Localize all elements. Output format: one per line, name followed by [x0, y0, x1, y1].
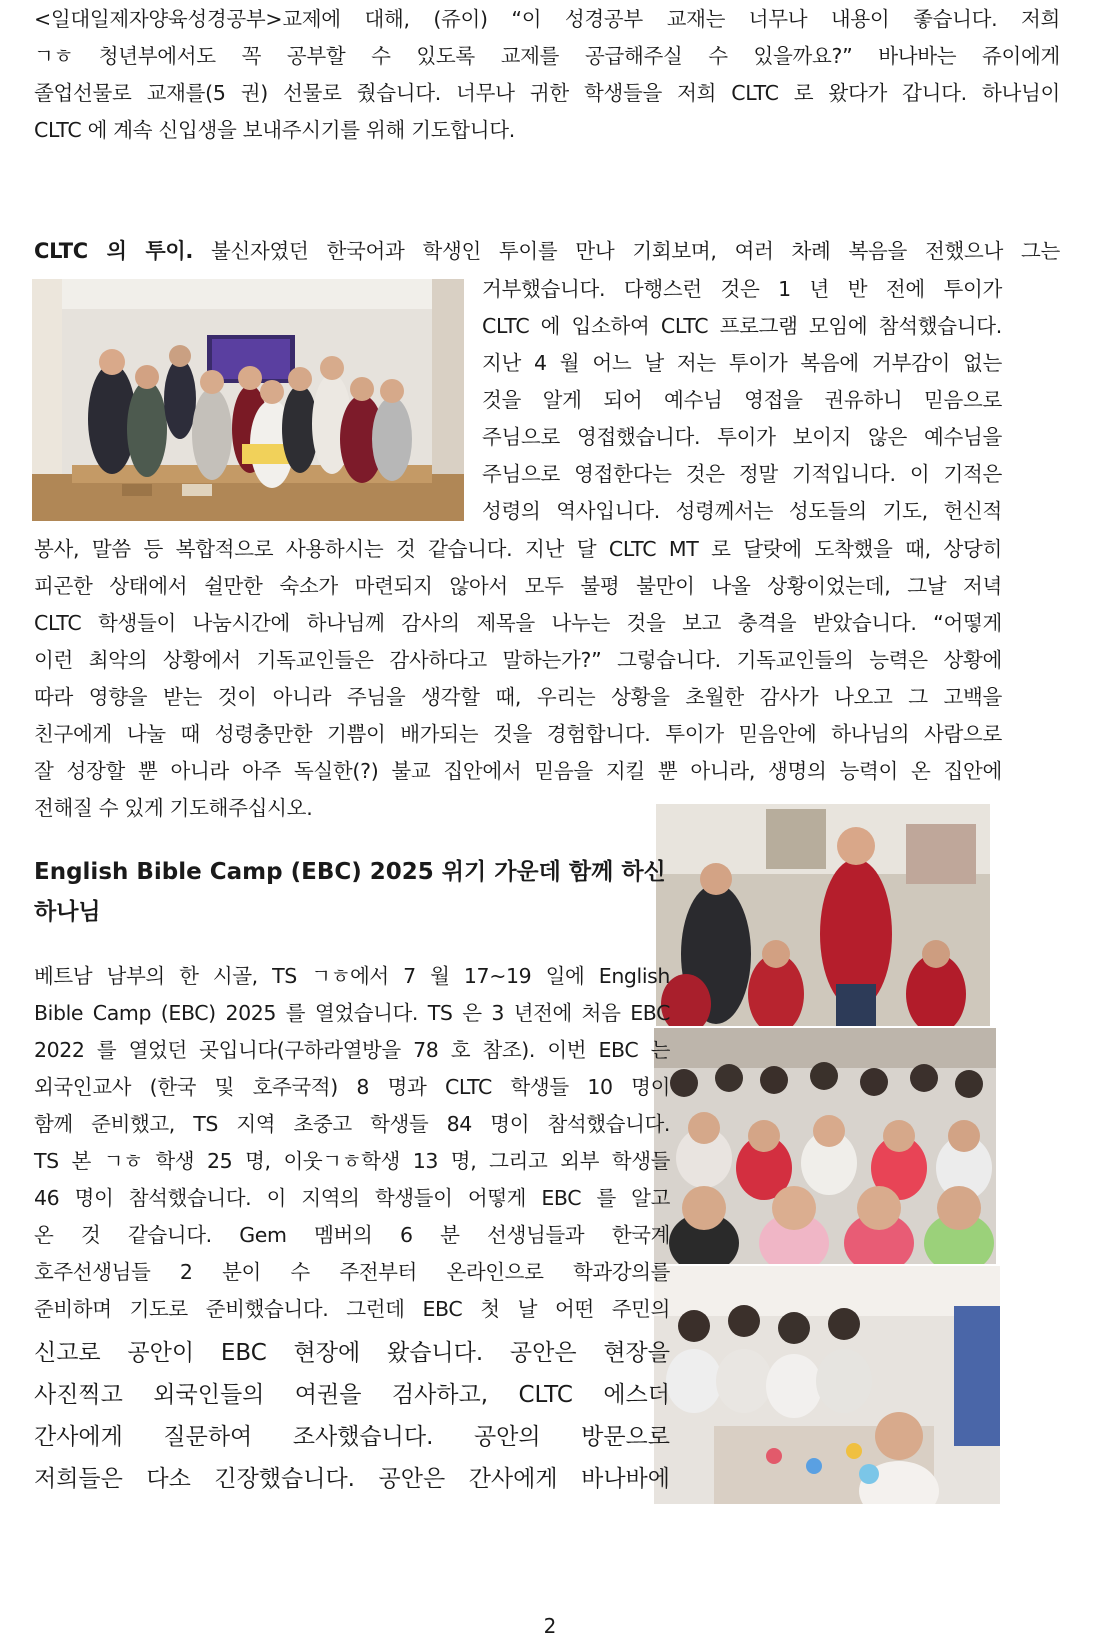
tui-line: CLTC 학생들이 나눔시간에 하나님께 감사의 제목을 나누는 것을 보고 충격을 받았습니다. “어떻게: [34, 611, 1002, 635]
tui-side-line: CLTC 에 입소하여 CLTC 프로그램 모임에 참석했습니다.: [482, 314, 1002, 338]
ebc-title-line: 하나님: [34, 899, 101, 925]
ebc-line: Bible Camp (EBC) 2025 를 열었습니다. TS 은 3 년전에 처음 EBC: [34, 1001, 670, 1025]
tui-side-line: 거부했습니다. 다행스런 것은 1 년 반 전에 투이가: [482, 277, 1002, 301]
ebc-photo-boy-microphone: [656, 804, 990, 1026]
ebc-line: 간사에게 질문하여 조사했습니다. 공안의 방문으로: [34, 1424, 670, 1450]
ebc-line: 저희들은 다소 긴장했습니다. 공안은 간사에게 바나바에: [34, 1466, 670, 1492]
cltc-group-photo: [32, 279, 464, 521]
tui-side-line: 주님으로 영접한다는 것은 정말 기적입니다. 이 기적은: [482, 462, 1002, 486]
intro-line: ㄱㅎ 청년부에서도 꼭 공부할 수 있도록 교제를 공급해주실 수 있을까요?” 바나바는 쥬이에게: [34, 44, 1060, 68]
tui-side-line: 주님으로 영접했습니다. 투이가 보이지 않은 예수님을: [482, 425, 1002, 449]
tui-line: 잘 성장할 뿐 아니라 아주 독실한(?) 불교 집안에서 믿음을 지킬 뿐 아니라, 생명의 능력이 온 집안에: [34, 759, 1002, 783]
tui-line: 피곤한 상태에서 쉴만한 숙소가 마련되지 않아서 모두 불평 불만이 나올 상황이었는데, 그날 저녁: [34, 574, 1002, 598]
tui-first-line: [34, 232, 1060, 271]
ebc-line: 신고로 공안이 EBC 현장에 왔습니다. 공안은 현장을: [34, 1340, 670, 1366]
tui-heading: CLTC 의 투이.: [34, 239, 194, 263]
ebc-line: 사진찍고 외국인들의 여권을 검사하고, CLTC 에스더: [34, 1382, 670, 1408]
ebc-line: 온 것 같습니다. Gem 멤버의 6 분 선생님들과 한국계: [34, 1223, 670, 1247]
ebc-line: TS 본 ㄱㅎ 학생 25 명, 이웃ㄱㅎ학생 13 명, 그리고 외부 학생들: [34, 1149, 670, 1173]
tui-line: 봉사, 말씀 등 복합적으로 사용하시는 것 같습니다. 지난 달 CLTC MT 로 달랏에 도착했을 때, 상당히: [34, 537, 1002, 561]
intro-line: <일대일제자양육성경공부>교제에 대해, (쥬이) “이 성경공부 교재는 너무나 내용이 좋습니다. 저희: [34, 7, 1060, 31]
tui-line: 친구에게 나눌 때 성령충만한 기쁨이 배가되는 것을 경험합니다. 투이가 믿음안에 하나님의 사람으로: [34, 722, 1002, 746]
ebc-line: 호주선생님들 2 분이 수 주전부터 온라인으로 학과강의를: [34, 1260, 670, 1284]
intro-line: 졸업선물로 교재를(5 권) 선물로 줬습니다. 너무나 귀한 학생들을 저희 CLTC 로 왔다가 갑니다. 하나님이: [34, 81, 1061, 105]
tui-first-line-text: 불신자였던 한국어과 학생인 투이를 만나 기회보며, 여러 차례 복음을 전했으나 그는: [193, 239, 1060, 263]
intro-line: CLTC 에 계속 신입생을 보내주시기를 위해 기도합니다.: [34, 118, 515, 142]
ebc-line: 베트남 남부의 한 시골, TS ㄱㅎ에서 7 월 17~19 일에 English: [34, 964, 670, 988]
ebc-line: 준비하며 기도로 준비했습니다. 그런데 EBC 첫 날 어떤 주민의: [34, 1297, 670, 1321]
ebc-photo-craft-activity: [654, 1266, 1000, 1504]
tui-line: 따라 영향을 받는 것이 아니라 주님을 생각할 때, 우리는 상황을 초월한 감사가 나오고 그 고백을: [34, 685, 1002, 709]
ebc-line: 46 명이 참석했습니다. 이 지역의 학생들이 어떻게 EBC 를 알고: [34, 1186, 670, 1210]
tui-side-line: 성령의 역사입니다. 성령께서는 성도들의 기도, 헌신적: [482, 499, 1002, 523]
ebc-line: 함께 준비했고, TS 지역 초중고 학생들 84 명이 참석했습니다.: [34, 1112, 670, 1136]
ebc-line: 외국인교사 (한국 및 호주국적) 8 명과 CLTC 학생들 10 명이: [34, 1075, 670, 1099]
tui-side-line: 것을 알게 되어 예수님 영접을 권유하니 믿음으로: [482, 388, 1002, 412]
ebc-photo-students-seated: [654, 1028, 996, 1264]
page-number: 2: [543, 1614, 557, 1638]
ebc-title-line: English Bible Camp (EBC) 2025 위기 가운데 함께 하신: [34, 859, 666, 885]
tui-line: 이런 최악의 상황에서 기독교인들은 감사하다고 말하는가?” 그렇습니다. 기독교인들의 능력은 상황에: [34, 648, 1002, 672]
ebc-line: 2022 를 열었던 곳입니다(구하라열방을 78 호 참조). 이번 EBC 는: [34, 1038, 670, 1062]
tui-line: 전해질 수 있게 기도해주십시오.: [34, 796, 313, 820]
tui-side-line: 지난 4 월 어느 날 저는 투이가 복음에 거부감이 없는: [482, 351, 1002, 375]
